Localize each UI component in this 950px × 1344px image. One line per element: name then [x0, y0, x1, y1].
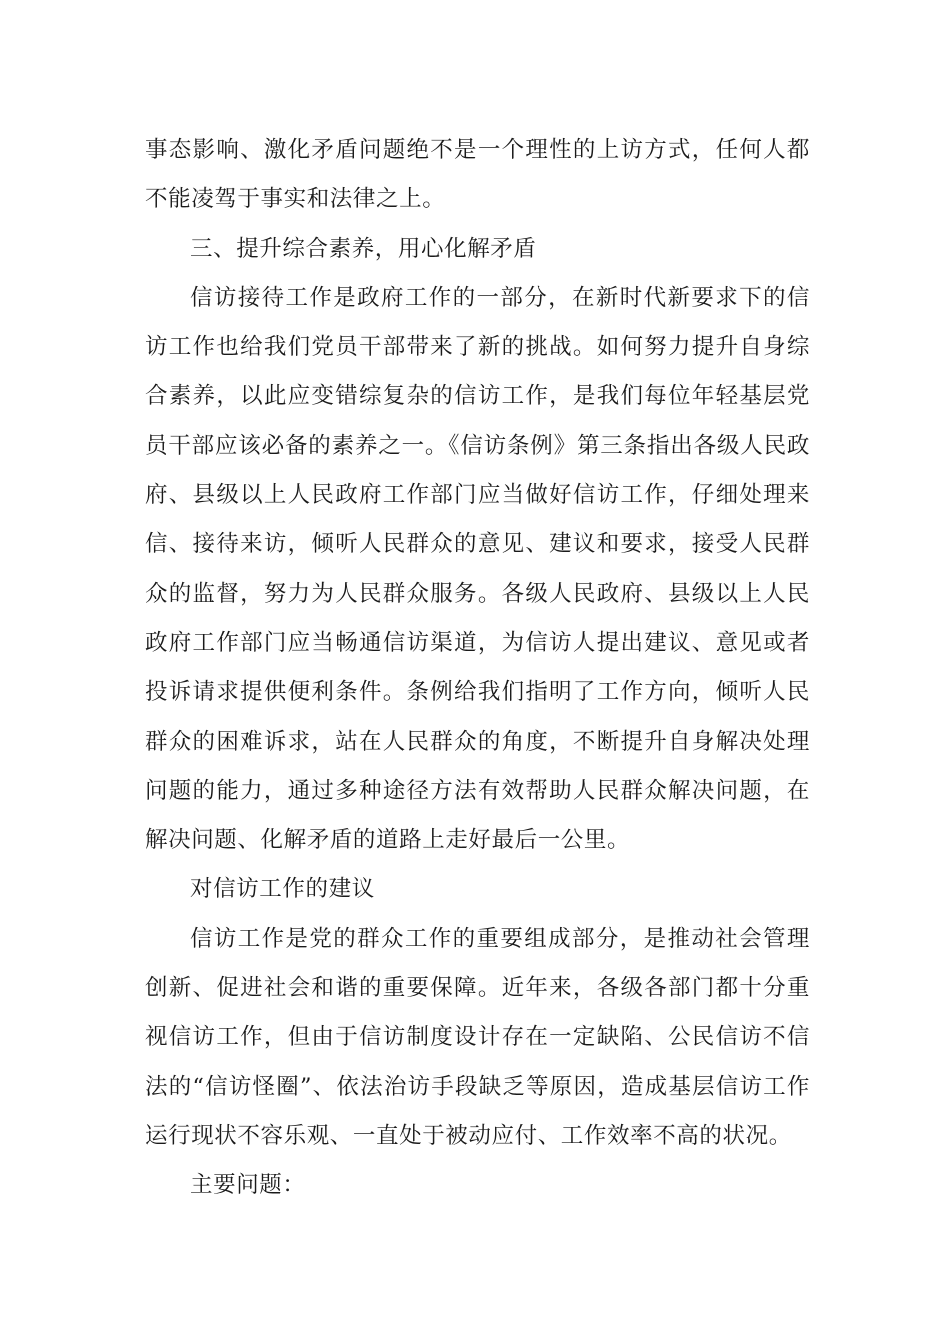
section-heading: 主要问题：	[190, 1172, 306, 1199]
document-body	[145, 126, 810, 1211]
paragraph: 信访接待工作是政府工作的一部分，在新时代新要求下的信访工作也给我们党员干部带来了新的挑战。如何努力提升自身综合素养，以此应变错综复杂的信访工作，是我们每位年轻基层党员干部应该必备的素养之一。《信访条例》第三条指出各级人民政府、县级以上人民政府工作部门应当做好信访工作，仔细处理来信、接待来访，倾听人民群众的意见、建议和要求，接受人民群众的监督，努力为人民群众服务。各级人民政府、县级以上人民政府工作部门应当畅通信访渠道，为信访人提出建议、意见或者投诉请求提供便利条件。条例给我们指明了工作方向，倾听人民群众的困难诉求，站在人民群众的角度，不断提升自身解决处理问题的能力，通过多种途径方法有效帮助人民群众解决问题，在解决问题、化解矛盾的道路上走好最后一公里。	[145, 284, 810, 854]
paragraph-continuation: 事态影响、激化矛盾问题绝不是一个理性的上访方式，任何人都不能凌驾于事实和法律之上。	[145, 137, 810, 213]
paragraph: 信访工作是党的群众工作的重要组成部分，是推动社会管理创新、促进社会和谐的重要保障。近年来，各级各部门都十分重视信访工作，但由于信访制度设计存在一定缺陷、公民信访不信法的“信访怪圈”、依法治访手段缺乏等原因，造成基层信访工作运行现状不容乐观、一直处于被动应付、工作效率不高的状况。	[145, 925, 810, 1149]
section-heading: 三、提升综合素养，用心化解矛盾	[190, 235, 537, 262]
section-heading: 对信访工作的建议	[190, 876, 375, 903]
